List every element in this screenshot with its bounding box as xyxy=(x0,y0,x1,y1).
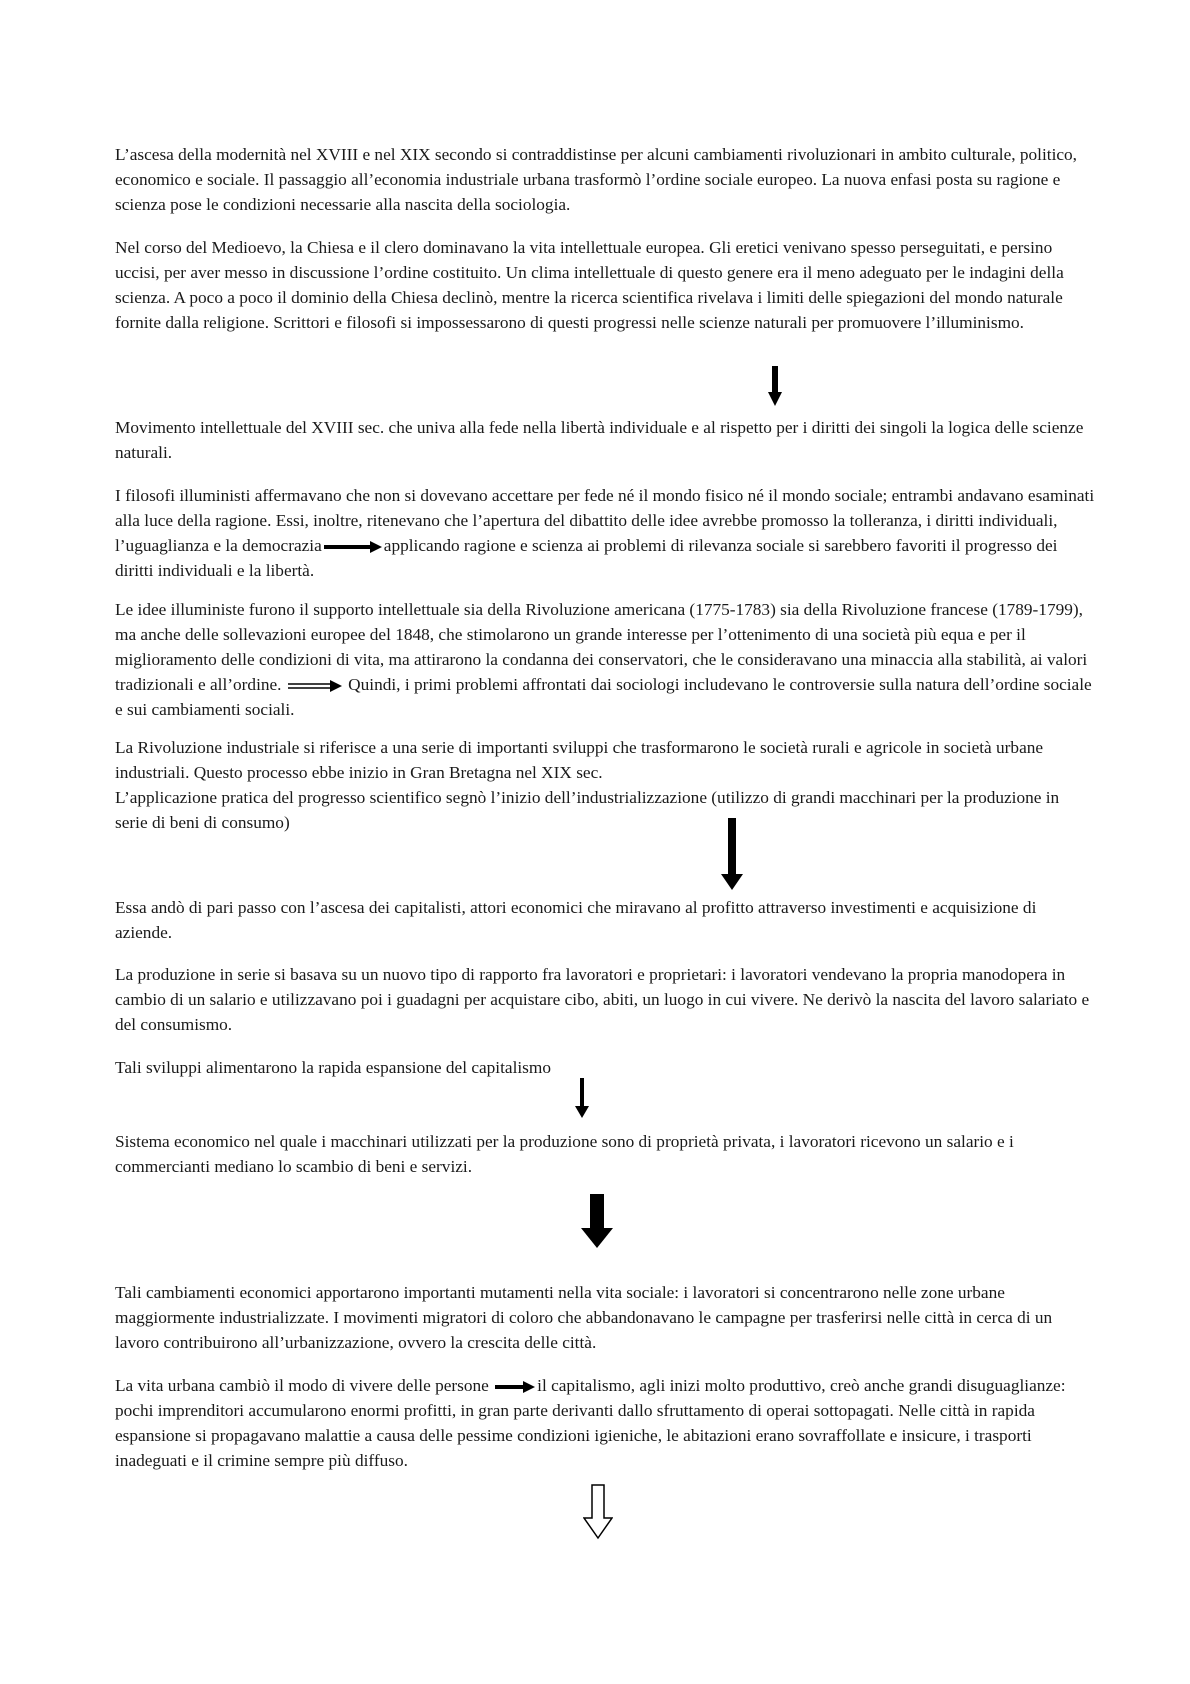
paragraph-capitalists: Essa andò di pari passo con l’ascesa dei capitalisti, attori economici che miravano al profitto attraverso investimenti e acquisizione di aziende. xyxy=(115,898,1037,942)
paragraph-enlightenment-philosophers-text: I filosofi illuministi affermavano che non si dovevano accettare per fede né il mondo fisico né il mondo sociale; entrambi andavano esaminati alla luce della ragione. Essi, inoltre, ritenevano che l’apertura del dibattito delle idee avrebbe promosso la tolleranza, i diritti individuali, l’uguaglianza e la democrazia xyxy=(115,486,1095,555)
paragraph-enlightenment-definition: Movimento intellettuale del XVIII sec. che univa alla fede nella libertà individuale e al rispetto per i diritti dei singoli la logica delle scienze naturali. xyxy=(115,418,1084,462)
paragraph-urban-life-consequence: il capitalismo, agli inizi molto produttivo, creò anche grandi disuguaglianze: pochi imprenditori accumularono enormi profitti, in gran parte derivanti dallo sfruttamento di operai sottopagati. Nelle città in rapida espansione si propagavano malattie a causa delle pessime condizioni igieniche, le abitazioni erano sovraffollate e insicure, i trasporti inadeguati e il crimine sempre più diffuso. xyxy=(115,1376,1066,1470)
down-arrow-icon xyxy=(575,1078,589,1118)
paragraph-urban-life-text: La vita urbana cambiò il modo di vivere delle persone xyxy=(115,1376,489,1395)
paragraph-urban-life xyxy=(115,1373,1095,1473)
paragraph-enlightenment-consequence: applicando ragione e scienza ai problemi di rilevanza sociale si sarebbero favoriti il progresso dei diritti individuali e la libertà. xyxy=(115,536,1058,580)
double-right-arrow-icon xyxy=(288,680,342,692)
paragraph-industrial-revolution-text: La Rivoluzione industriale si riferisce a una serie di importanti sviluppi che trasformarono le società rurali e agricole in società urbane industriali. Questo processo ebbe inizio in Gran Bretagna nel XIX sec. xyxy=(115,738,1044,782)
right-arrow-icon xyxy=(324,541,382,553)
paragraph-middle-ages: Nel corso del Medioevo, la Chiesa e il clero dominavano la vita intellettuale europea. Gli eretici venivano spesso perseguitati, e persino uccisi, per aver messo in discussione l’ordine costituito. Un clima intellettuale di questo genere era il meno adeguato per le indagini della scienza. A poco a poco il dominio della Chiesa declinò, mentre la ricerca scientifica rivelava i limiti delle spiegazioni del mondo naturale fornite dalla religione. Scrittori e filosofi si impossessarono di questi progressi nelle scienze naturali per promuovere l’illuminismo. xyxy=(115,238,1064,332)
down-arrow-icon xyxy=(768,366,782,406)
down-arrow-icon xyxy=(581,1194,613,1248)
paragraph-capitalism-expansion: Tali sviluppi alimentarono la rapida espansione del capitalismo xyxy=(115,1058,551,1077)
paragraph-revolutions xyxy=(115,597,1095,722)
paragraph-enlightenment-philosophers xyxy=(115,483,1095,583)
paragraph-revolutions-text: Le idee illuministe furono il supporto intellettuale sia della Rivoluzione americana (1775-1783) sia della Rivoluzione francese (1789-1799), ma anche delle sollevazioni europee del 1848, che stimolarono un grande interesse per l’ottenimento di una società più equa e per il miglioramento delle condizioni di vita, ma attirarono la condanna dei conservatori, che le consideravano una minaccia alla stabilità, ai valori tradizionali e all’ordine. xyxy=(115,600,1088,694)
paragraph-revolutions-consequence: Quindi, i primi problemi affrontati dai sociologi includevano le controversie sulla natura dell’ordine sociale e sui cambiamenti sociali. xyxy=(115,675,1092,719)
paragraph-industrial-revolution xyxy=(115,735,1095,835)
right-arrow-icon xyxy=(495,1381,535,1393)
paragraph-capitalism-definition: Sistema economico nel quale i macchinari utilizzati per la produzione sono di proprietà privata, i lavoratori ricevono un salario e i commercianti mediano lo scambio di beni e servizi. xyxy=(115,1132,1014,1176)
paragraph-industrialization-text: L’applicazione pratica del progresso scientifico segnò l’inizio dell’industrializzazione (utilizzo di grandi macchinari per la produzione in serie di beni di consumo) xyxy=(115,788,1060,832)
down-arrow-icon xyxy=(721,818,743,890)
paragraph-urbanization: Tali cambiamenti economici apportarono importanti mutamenti nella vita sociale: i lavoratori si concentrarono nelle zone urbane maggiormente industrializzate. I movimenti migratori di coloro che abbandonavano le campagne per trasferirsi nelle città in cerca di un lavoro contribuirono all’urbanizzazione, ovvero la crescita delle città. xyxy=(115,1283,1053,1352)
hollow-down-arrow-icon xyxy=(583,1484,613,1540)
paragraph-mass-production: La produzione in serie si basava su un nuovo tipo di rapporto fra lavoratori e proprietari: i lavoratori vendevano la propria manodopera in cambio di un salario e utilizzavano poi i guadagni per acquistare cibo, abiti, un luogo in cui vivere. Ne derivò la nascita del lavoro salariato e del consumismo. xyxy=(115,965,1090,1034)
paragraph-modernity: L’ascesa della modernità nel XVIII e nel XIX secondo si contraddistinse per alcuni cambiamenti rivoluzionari in ambito culturale, politico, economico e sociale. Il passaggio all’economia industriale urbana trasformò l’ordine sociale europeo. La nuova enfasi posta su ragione e scienza pose le condizioni necessarie alla nascita della sociologia. xyxy=(115,145,1078,214)
